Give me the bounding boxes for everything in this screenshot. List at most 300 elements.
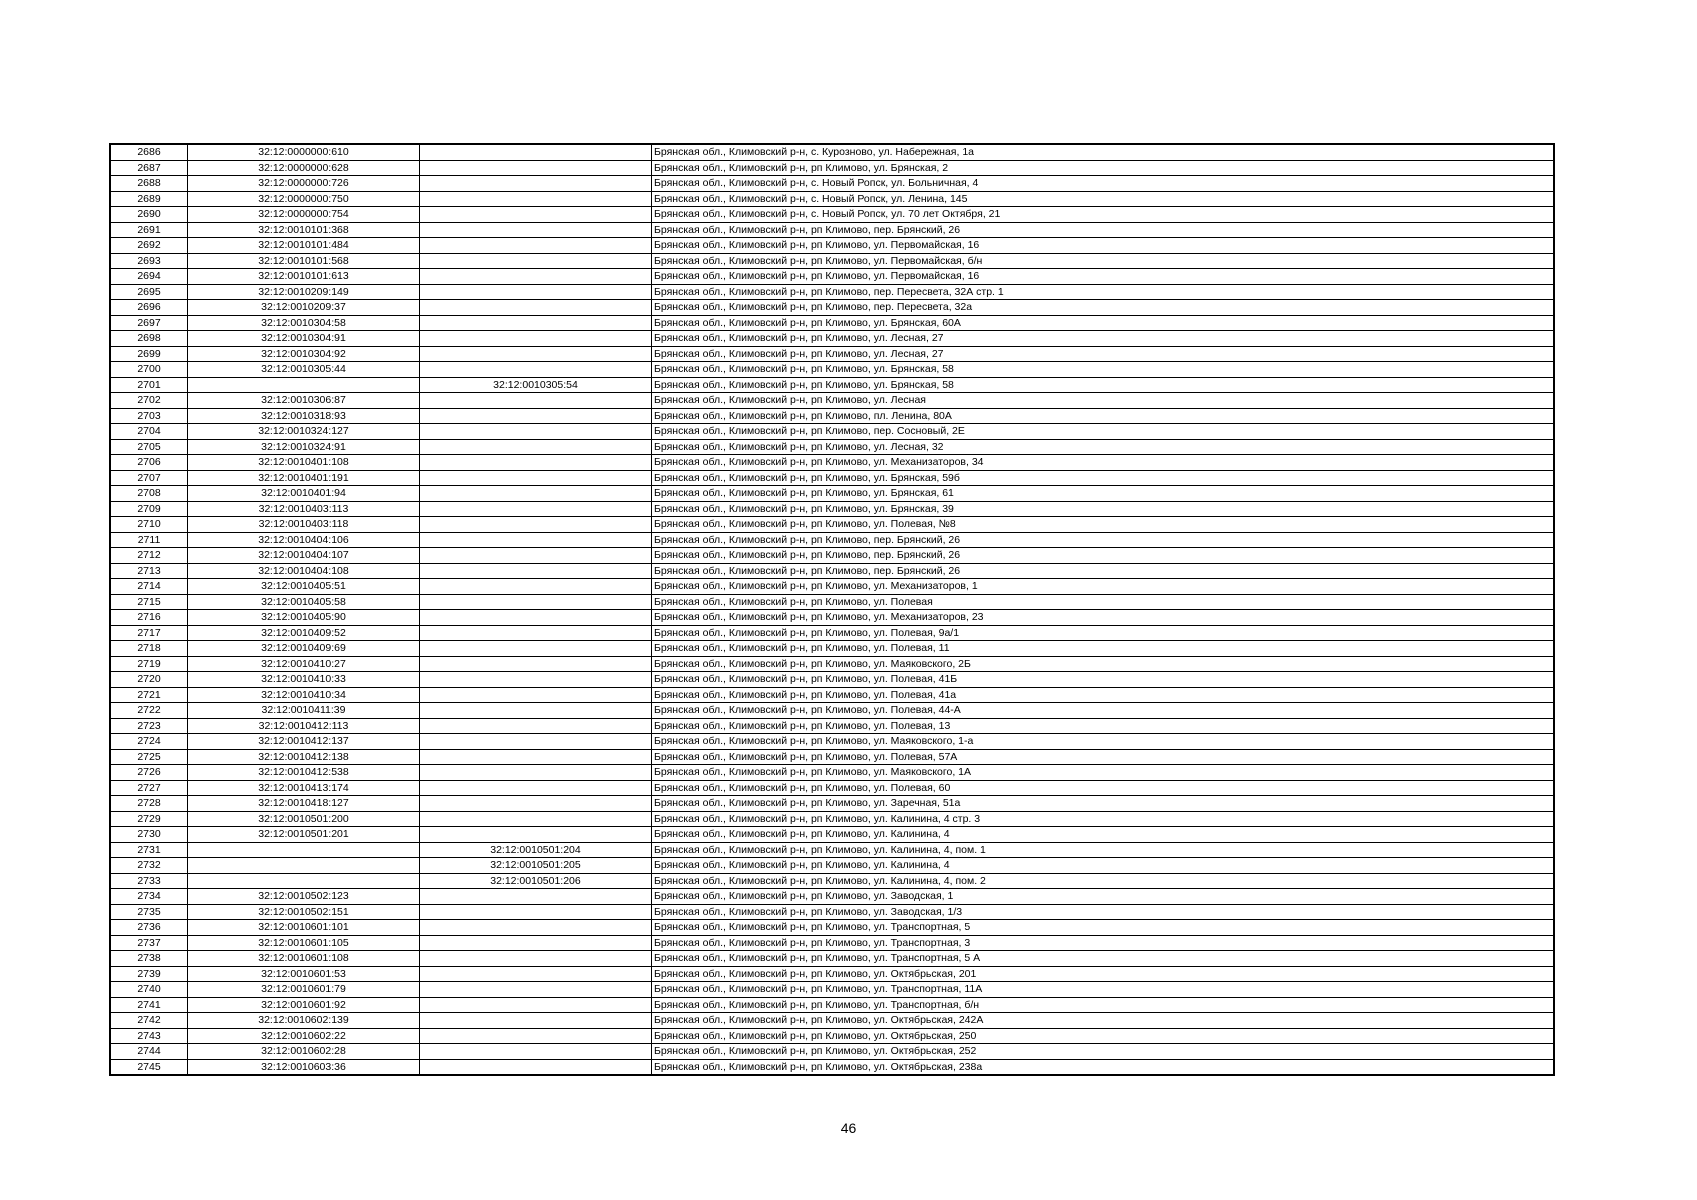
building-cadastral-cell: 32:12:0010602:28 [188, 1044, 420, 1060]
table-row [110, 501, 1554, 517]
row-number-cell: 2714 [110, 579, 188, 595]
premises-cadastral-cell [420, 548, 652, 564]
table-row [110, 346, 1554, 362]
table-row [110, 238, 1554, 254]
address-cell: Брянская обл., Климовский р-н, рп Климово, ул. Брянская, 58 [652, 377, 1555, 393]
row-number-cell: 2732 [110, 858, 188, 874]
table-row [110, 191, 1554, 207]
premises-cadastral-cell [420, 315, 652, 331]
address-cell: Брянская обл., Климовский р-н, рп Климово, ул. Транспортная, 11А [652, 982, 1555, 998]
address-cell: Брянская обл., Климовский р-н, рп Климово, пл. Ленина, 80А [652, 408, 1555, 424]
building-cadastral-cell: 32:12:0010405:90 [188, 610, 420, 626]
building-cadastral-cell: 32:12:0010405:51 [188, 579, 420, 595]
building-cadastral-cell: 32:12:0010418:127 [188, 796, 420, 812]
table-row [110, 641, 1554, 657]
table-row [110, 858, 1554, 874]
table-row [110, 1044, 1554, 1060]
table-row [110, 1059, 1554, 1075]
row-number-cell: 2704 [110, 424, 188, 440]
building-cadastral-cell: 32:12:0010409:69 [188, 641, 420, 657]
building-cadastral-cell: 32:12:0010502:151 [188, 904, 420, 920]
premises-cadastral-cell [420, 362, 652, 378]
premises-cadastral-cell [420, 656, 652, 672]
table-row [110, 889, 1554, 905]
row-number-cell: 2736 [110, 920, 188, 936]
table-row [110, 734, 1554, 750]
row-number-cell: 2740 [110, 982, 188, 998]
address-cell: Брянская обл., Климовский р-н, рп Климово, ул. Полевая, 9а/1 [652, 625, 1555, 641]
table-row [110, 408, 1554, 424]
premises-cadastral-cell: 32:12:0010501:204 [420, 842, 652, 858]
address-cell: Брянская обл., Климовский р-н, рп Климово, ул. Полевая [652, 594, 1555, 610]
table-row [110, 703, 1554, 719]
building-cadastral-cell: 32:12:0010412:138 [188, 749, 420, 765]
row-number-cell: 2731 [110, 842, 188, 858]
premises-cadastral-cell [420, 191, 652, 207]
table-row [110, 997, 1554, 1013]
table-row [110, 982, 1554, 998]
row-number-cell: 2713 [110, 563, 188, 579]
row-number-cell: 2744 [110, 1044, 188, 1060]
address-cell: Брянская обл., Климовский р-н, рп Климово, ул. Заречная, 51а [652, 796, 1555, 812]
table-row [110, 424, 1554, 440]
building-cadastral-cell: 32:12:0010404:108 [188, 563, 420, 579]
building-cadastral-cell: 32:12:0010501:200 [188, 811, 420, 827]
row-number-cell: 2737 [110, 935, 188, 951]
premises-cadastral-cell [420, 889, 652, 905]
table-row [110, 144, 1554, 160]
table-row [110, 284, 1554, 300]
building-cadastral-cell: 32:12:0010501:201 [188, 827, 420, 843]
address-cell: Брянская обл., Климовский р-н, рп Климово, ул. Транспортная, 5 А [652, 951, 1555, 967]
building-cadastral-cell: 32:12:0010318:93 [188, 408, 420, 424]
building-cadastral-cell [188, 842, 420, 858]
premises-cadastral-cell [420, 160, 652, 176]
premises-cadastral-cell [420, 780, 652, 796]
row-number-cell: 2716 [110, 610, 188, 626]
table-row [110, 160, 1554, 176]
row-number-cell: 2707 [110, 470, 188, 486]
premises-cadastral-cell [420, 253, 652, 269]
table-row [110, 470, 1554, 486]
building-cadastral-cell [188, 873, 420, 889]
table-row [110, 656, 1554, 672]
building-cadastral-cell: 32:12:0010401:191 [188, 470, 420, 486]
row-number-cell: 2743 [110, 1028, 188, 1044]
address-cell: Брянская обл., Климовский р-н, рп Климово, ул. Калинина, 4 стр. 3 [652, 811, 1555, 827]
address-cell: Брянская обл., Климовский р-н, рп Климово, ул. Калинина, 4 [652, 858, 1555, 874]
address-cell: Брянская обл., Климовский р-н, рп Климово, ул. Полевая, №8 [652, 517, 1555, 533]
address-cell: Брянская обл., Климовский р-н, рп Климово, ул. Первомайская, б/н [652, 253, 1555, 269]
address-cell: Брянская обл., Климовский р-н, рп Климово, ул. Заводская, 1/3 [652, 904, 1555, 920]
row-number-cell: 2701 [110, 377, 188, 393]
address-cell: Брянская обл., Климовский р-н, рп Климово, ул. Полевая, 41Б [652, 672, 1555, 688]
row-number-cell: 2689 [110, 191, 188, 207]
building-cadastral-cell: 32:12:0000000:754 [188, 207, 420, 223]
row-number-cell: 2723 [110, 718, 188, 734]
address-cell: Брянская обл., Климовский р-н, рп Климово, ул. Полевая, 60 [652, 780, 1555, 796]
address-cell: Брянская обл., Климовский р-н, с. Новый Ропск, ул. Ленина, 145 [652, 191, 1555, 207]
premises-cadastral-cell [420, 331, 652, 347]
table-row [110, 951, 1554, 967]
table-row [110, 176, 1554, 192]
premises-cadastral-cell [420, 718, 652, 734]
row-number-cell: 2693 [110, 253, 188, 269]
address-cell: Брянская обл., Климовский р-н, рп Климово, ул. Лесная, 32 [652, 439, 1555, 455]
premises-cadastral-cell [420, 703, 652, 719]
address-cell: Брянская обл., Климовский р-н, рп Климово, пер. Брянский, 26 [652, 532, 1555, 548]
premises-cadastral-cell [420, 284, 652, 300]
building-cadastral-cell: 32:12:0010403:113 [188, 501, 420, 517]
table-row [110, 811, 1554, 827]
premises-cadastral-cell [420, 144, 652, 160]
address-cell: Брянская обл., Климовский р-н, рп Климово, ул. Брянская, 39 [652, 501, 1555, 517]
row-number-cell: 2727 [110, 780, 188, 796]
address-cell: Брянская обл., Климовский р-н, рп Климово, ул. Калинина, 4, пом. 1 [652, 842, 1555, 858]
address-cell: Брянская обл., Климовский р-н, рп Климово, ул. Транспортная, б/н [652, 997, 1555, 1013]
premises-cadastral-cell [420, 346, 652, 362]
premises-cadastral-cell [420, 408, 652, 424]
building-cadastral-cell: 32:12:0010410:33 [188, 672, 420, 688]
table-row [110, 548, 1554, 564]
row-number-cell: 2694 [110, 269, 188, 285]
building-cadastral-cell: 32:12:0010404:107 [188, 548, 420, 564]
row-number-cell: 2741 [110, 997, 188, 1013]
table-row [110, 827, 1554, 843]
building-cadastral-cell: 32:12:0010409:52 [188, 625, 420, 641]
building-cadastral-cell: 32:12:0010304:92 [188, 346, 420, 362]
row-number-cell: 2728 [110, 796, 188, 812]
row-number-cell: 2738 [110, 951, 188, 967]
building-cadastral-cell: 32:12:0010401:94 [188, 486, 420, 502]
row-number-cell: 2722 [110, 703, 188, 719]
building-cadastral-cell: 32:12:0010404:106 [188, 532, 420, 548]
row-number-cell: 2720 [110, 672, 188, 688]
table-row [110, 269, 1554, 285]
premises-cadastral-cell [420, 439, 652, 455]
premises-cadastral-cell [420, 796, 652, 812]
page-number: 46 [840, 1120, 857, 1136]
address-cell: Брянская обл., Климовский р-н, рп Климово, ул. Механизаторов, 1 [652, 579, 1555, 595]
building-cadastral-cell: 32:12:0000000:628 [188, 160, 420, 176]
table-row [110, 563, 1554, 579]
row-number-cell: 2718 [110, 641, 188, 657]
table-row [110, 842, 1554, 858]
premises-cadastral-cell [420, 997, 652, 1013]
premises-cadastral-cell [420, 238, 652, 254]
table-row [110, 439, 1554, 455]
premises-cadastral-cell [420, 966, 652, 982]
building-cadastral-cell: 32:12:0010324:127 [188, 424, 420, 440]
premises-cadastral-cell [420, 501, 652, 517]
address-cell: Брянская обл., Климовский р-н, рп Климово, ул. Брянская, 58 [652, 362, 1555, 378]
table-row [110, 1013, 1554, 1029]
row-number-cell: 2698 [110, 331, 188, 347]
premises-cadastral-cell [420, 269, 652, 285]
building-cadastral-cell: 32:12:0010601:101 [188, 920, 420, 936]
premises-cadastral-cell [420, 687, 652, 703]
premises-cadastral-cell [420, 625, 652, 641]
address-cell: Брянская обл., Климовский р-н, рп Климово, ул. Заводская, 1 [652, 889, 1555, 905]
premises-cadastral-cell [420, 920, 652, 936]
table-row [110, 207, 1554, 223]
address-cell: Брянская обл., Климовский р-н, рп Климово, ул. Маяковского, 1А [652, 765, 1555, 781]
building-cadastral-cell: 32:12:0010403:118 [188, 517, 420, 533]
premises-cadastral-cell [420, 904, 652, 920]
building-cadastral-cell: 32:12:0010209:37 [188, 300, 420, 316]
address-cell: Брянская обл., Климовский р-н, рп Климово, ул. Транспортная, 3 [652, 935, 1555, 951]
building-cadastral-cell: 32:12:0010601:79 [188, 982, 420, 998]
building-cadastral-cell [188, 858, 420, 874]
table-row [110, 1028, 1554, 1044]
address-cell: Брянская обл., Климовский р-н, рп Климово, ул. Полевая, 44-А [652, 703, 1555, 719]
row-number-cell: 2724 [110, 734, 188, 750]
row-number-cell: 2726 [110, 765, 188, 781]
premises-cadastral-cell [420, 672, 652, 688]
building-cadastral-cell: 32:12:0010101:368 [188, 222, 420, 238]
table-row [110, 532, 1554, 548]
row-number-cell: 2721 [110, 687, 188, 703]
row-number-cell: 2708 [110, 486, 188, 502]
property-table [109, 143, 1555, 1076]
building-cadastral-cell: 32:12:0010602:22 [188, 1028, 420, 1044]
building-cadastral-cell [188, 377, 420, 393]
table-row [110, 455, 1554, 471]
row-number-cell: 2687 [110, 160, 188, 176]
address-cell: Брянская обл., Климовский р-н, рп Климово, ул. Полевая, 11 [652, 641, 1555, 657]
premises-cadastral-cell [420, 765, 652, 781]
premises-cadastral-cell [420, 470, 652, 486]
address-cell: Брянская обл., Климовский р-н, рп Климово, ул. Октябрьская, 201 [652, 966, 1555, 982]
row-number-cell: 2734 [110, 889, 188, 905]
premises-cadastral-cell [420, 300, 652, 316]
row-number-cell: 2697 [110, 315, 188, 331]
building-cadastral-cell: 32:12:0010411:39 [188, 703, 420, 719]
building-cadastral-cell: 32:12:0010502:123 [188, 889, 420, 905]
address-cell: Брянская обл., Климовский р-н, рп Климово, ул. Механизаторов, 23 [652, 610, 1555, 626]
table-row [110, 610, 1554, 626]
address-cell: Брянская обл., Климовский р-н, рп Климово, ул. Маяковского, 2Б [652, 656, 1555, 672]
row-number-cell: 2692 [110, 238, 188, 254]
address-cell: Брянская обл., Климовский р-н, рп Климово, ул. Полевая, 13 [652, 718, 1555, 734]
table-row [110, 594, 1554, 610]
table-row [110, 718, 1554, 734]
row-number-cell: 2733 [110, 873, 188, 889]
premises-cadastral-cell [420, 532, 652, 548]
premises-cadastral-cell: 32:12:0010501:206 [420, 873, 652, 889]
address-cell: Брянская обл., Климовский р-н, рп Климово, ул. Октябрьская, 250 [652, 1028, 1555, 1044]
table-row [110, 780, 1554, 796]
premises-cadastral-cell [420, 951, 652, 967]
building-cadastral-cell: 32:12:0000000:726 [188, 176, 420, 192]
building-cadastral-cell: 32:12:0010410:27 [188, 656, 420, 672]
address-cell: Брянская обл., Климовский р-н, рп Климово, пер. Брянский, 26 [652, 563, 1555, 579]
table-row [110, 486, 1554, 502]
address-cell: Брянская обл., Климовский р-н, рп Климово, пер. Брянский, 26 [652, 222, 1555, 238]
row-number-cell: 2711 [110, 532, 188, 548]
table-row [110, 625, 1554, 641]
premises-cadastral-cell [420, 610, 652, 626]
building-cadastral-cell: 32:12:0010209:149 [188, 284, 420, 300]
row-number-cell: 2688 [110, 176, 188, 192]
row-number-cell: 2705 [110, 439, 188, 455]
address-cell: Брянская обл., Климовский р-н, рп Климово, пер. Сосновый, 2Е [652, 424, 1555, 440]
building-cadastral-cell: 32:12:0010410:34 [188, 687, 420, 703]
table-row [110, 749, 1554, 765]
address-cell: Брянская обл., Климовский р-н, рп Климово, ул. Брянская, 2 [652, 160, 1555, 176]
address-cell: Брянская обл., Климовский р-н, рп Климово, ул. Октябрьская, 242А [652, 1013, 1555, 1029]
address-cell: Брянская обл., Климовский р-н, рп Климово, ул. Калинина, 4 [652, 827, 1555, 843]
table-row [110, 765, 1554, 781]
premises-cadastral-cell [420, 207, 652, 223]
address-cell: Брянская обл., Климовский р-н, рп Климово, ул. Брянская, 60А [652, 315, 1555, 331]
building-cadastral-cell: 32:12:0010306:87 [188, 393, 420, 409]
premises-cadastral-cell [420, 749, 652, 765]
premises-cadastral-cell [420, 563, 652, 579]
row-number-cell: 2703 [110, 408, 188, 424]
address-cell: Брянская обл., Климовский р-н, рп Климово, пер. Пересвета, 32А стр. 1 [652, 284, 1555, 300]
premises-cadastral-cell [420, 594, 652, 610]
building-cadastral-cell: 32:12:0010304:58 [188, 315, 420, 331]
row-number-cell: 2710 [110, 517, 188, 533]
building-cadastral-cell: 32:12:0010412:137 [188, 734, 420, 750]
building-cadastral-cell: 32:12:0010405:58 [188, 594, 420, 610]
row-number-cell: 2735 [110, 904, 188, 920]
premises-cadastral-cell [420, 455, 652, 471]
row-number-cell: 2691 [110, 222, 188, 238]
row-number-cell: 2696 [110, 300, 188, 316]
premises-cadastral-cell [420, 935, 652, 951]
table-row [110, 796, 1554, 812]
building-cadastral-cell: 32:12:0010324:91 [188, 439, 420, 455]
row-number-cell: 2702 [110, 393, 188, 409]
address-cell: Брянская обл., Климовский р-н, рп Климово, ул. Лесная, 27 [652, 331, 1555, 347]
row-number-cell: 2699 [110, 346, 188, 362]
row-number-cell: 2695 [110, 284, 188, 300]
row-number-cell: 2717 [110, 625, 188, 641]
building-cadastral-cell: 32:12:0010101:484 [188, 238, 420, 254]
table-row [110, 315, 1554, 331]
address-cell: Брянская обл., Климовский р-н, рп Климово, ул. Брянская, 59б [652, 470, 1555, 486]
address-cell: Брянская обл., Климовский р-н, рп Климово, ул. Транспортная, 5 [652, 920, 1555, 936]
address-cell: Брянская обл., Климовский р-н, рп Климово, ул. Механизаторов, 34 [652, 455, 1555, 471]
premises-cadastral-cell [420, 827, 652, 843]
address-cell: Брянская обл., Климовский р-н, рп Климово, ул. Калинина, 4, пом. 2 [652, 873, 1555, 889]
building-cadastral-cell: 32:12:0000000:610 [188, 144, 420, 160]
address-cell: Брянская обл., Климовский р-н, рп Климово, ул. Маяковского, 1-а [652, 734, 1555, 750]
table-row [110, 904, 1554, 920]
building-cadastral-cell: 32:12:0010601:108 [188, 951, 420, 967]
address-cell: Брянская обл., Климовский р-н, рп Климово, ул. Полевая, 57А [652, 749, 1555, 765]
table-row [110, 331, 1554, 347]
building-cadastral-cell: 32:12:0010413:174 [188, 780, 420, 796]
premises-cadastral-cell [420, 1059, 652, 1075]
premises-cadastral-cell [420, 1028, 652, 1044]
premises-cadastral-cell [420, 982, 652, 998]
table-row [110, 393, 1554, 409]
premises-cadastral-cell [420, 486, 652, 502]
address-cell: Брянская обл., Климовский р-н, рп Климово, пер. Брянский, 26 [652, 548, 1555, 564]
building-cadastral-cell: 32:12:0010412:113 [188, 718, 420, 734]
table-row [110, 687, 1554, 703]
building-cadastral-cell: 32:12:0010601:92 [188, 997, 420, 1013]
address-cell: Брянская обл., Климовский р-н, рп Климово, ул. Октябрьская, 238а [652, 1059, 1555, 1075]
premises-cadastral-cell [420, 641, 652, 657]
address-cell: Брянская обл., Климовский р-н, с. Новый Ропск, ул. Больничная, 4 [652, 176, 1555, 192]
table-row [110, 935, 1554, 951]
address-cell: Брянская обл., Климовский р-н, рп Климово, пер. Пересвета, 32а [652, 300, 1555, 316]
building-cadastral-cell: 32:12:0010101:613 [188, 269, 420, 285]
premises-cadastral-cell: 32:12:0010305:54 [420, 377, 652, 393]
building-cadastral-cell: 32:12:0010412:538 [188, 765, 420, 781]
address-cell: Брянская обл., Климовский р-н, с. Курознoво, ул. Набережная, 1а [652, 144, 1555, 160]
property-table-body [110, 144, 1554, 1075]
premises-cadastral-cell [420, 424, 652, 440]
row-number-cell: 2700 [110, 362, 188, 378]
building-cadastral-cell: 32:12:0010401:108 [188, 455, 420, 471]
address-cell: Брянская обл., Климовский р-н, рп Климово, ул. Первомайская, 16 [652, 238, 1555, 254]
building-cadastral-cell: 32:12:0000000:750 [188, 191, 420, 207]
table-row [110, 362, 1554, 378]
address-cell: Брянская обл., Климовский р-н, рп Климово, ул. Брянская, 61 [652, 486, 1555, 502]
row-number-cell: 2739 [110, 966, 188, 982]
premises-cadastral-cell [420, 1013, 652, 1029]
address-cell: Брянская обл., Климовский р-н, рп Климово, ул. Октябрьская, 252 [652, 1044, 1555, 1060]
row-number-cell: 2690 [110, 207, 188, 223]
building-cadastral-cell: 32:12:0010602:139 [188, 1013, 420, 1029]
premises-cadastral-cell [420, 176, 652, 192]
row-number-cell: 2745 [110, 1059, 188, 1075]
row-number-cell: 2730 [110, 827, 188, 843]
address-cell: Брянская обл., Климовский р-н, рп Климово, ул. Первомайская, 16 [652, 269, 1555, 285]
premises-cadastral-cell [420, 517, 652, 533]
premises-cadastral-cell [420, 734, 652, 750]
building-cadastral-cell: 32:12:0010304:91 [188, 331, 420, 347]
building-cadastral-cell: 32:12:0010603:36 [188, 1059, 420, 1075]
table-row [110, 377, 1554, 393]
row-number-cell: 2712 [110, 548, 188, 564]
address-cell: Брянская обл., Климовский р-н, рп Климово, ул. Полевая, 41а [652, 687, 1555, 703]
table-row [110, 517, 1554, 533]
row-number-cell: 2742 [110, 1013, 188, 1029]
row-number-cell: 2709 [110, 501, 188, 517]
row-number-cell: 2725 [110, 749, 188, 765]
row-number-cell: 2706 [110, 455, 188, 471]
row-number-cell: 2715 [110, 594, 188, 610]
address-cell: Брянская обл., Климовский р-н, рп Климово, ул. Лесная, 27 [652, 346, 1555, 362]
table-row [110, 873, 1554, 889]
table-row [110, 222, 1554, 238]
table-row [110, 966, 1554, 982]
table-row [110, 300, 1554, 316]
table-row [110, 579, 1554, 595]
building-cadastral-cell: 32:12:0010305:44 [188, 362, 420, 378]
table-row [110, 672, 1554, 688]
premises-cadastral-cell [420, 811, 652, 827]
premises-cadastral-cell [420, 393, 652, 409]
address-cell: Брянская обл., Климовский р-н, рп Климово, ул. Лесная [652, 393, 1555, 409]
premises-cadastral-cell [420, 222, 652, 238]
premises-cadastral-cell [420, 1044, 652, 1060]
table-row [110, 920, 1554, 936]
building-cadastral-cell: 32:12:0010101:568 [188, 253, 420, 269]
building-cadastral-cell: 32:12:0010601:53 [188, 966, 420, 982]
address-cell: Брянская обл., Климовский р-н, с. Новый Ропск, ул. 70 лет Октября, 21 [652, 207, 1555, 223]
row-number-cell: 2686 [110, 144, 188, 160]
premises-cadastral-cell: 32:12:0010501:205 [420, 858, 652, 874]
premises-cadastral-cell [420, 579, 652, 595]
building-cadastral-cell: 32:12:0010601:105 [188, 935, 420, 951]
